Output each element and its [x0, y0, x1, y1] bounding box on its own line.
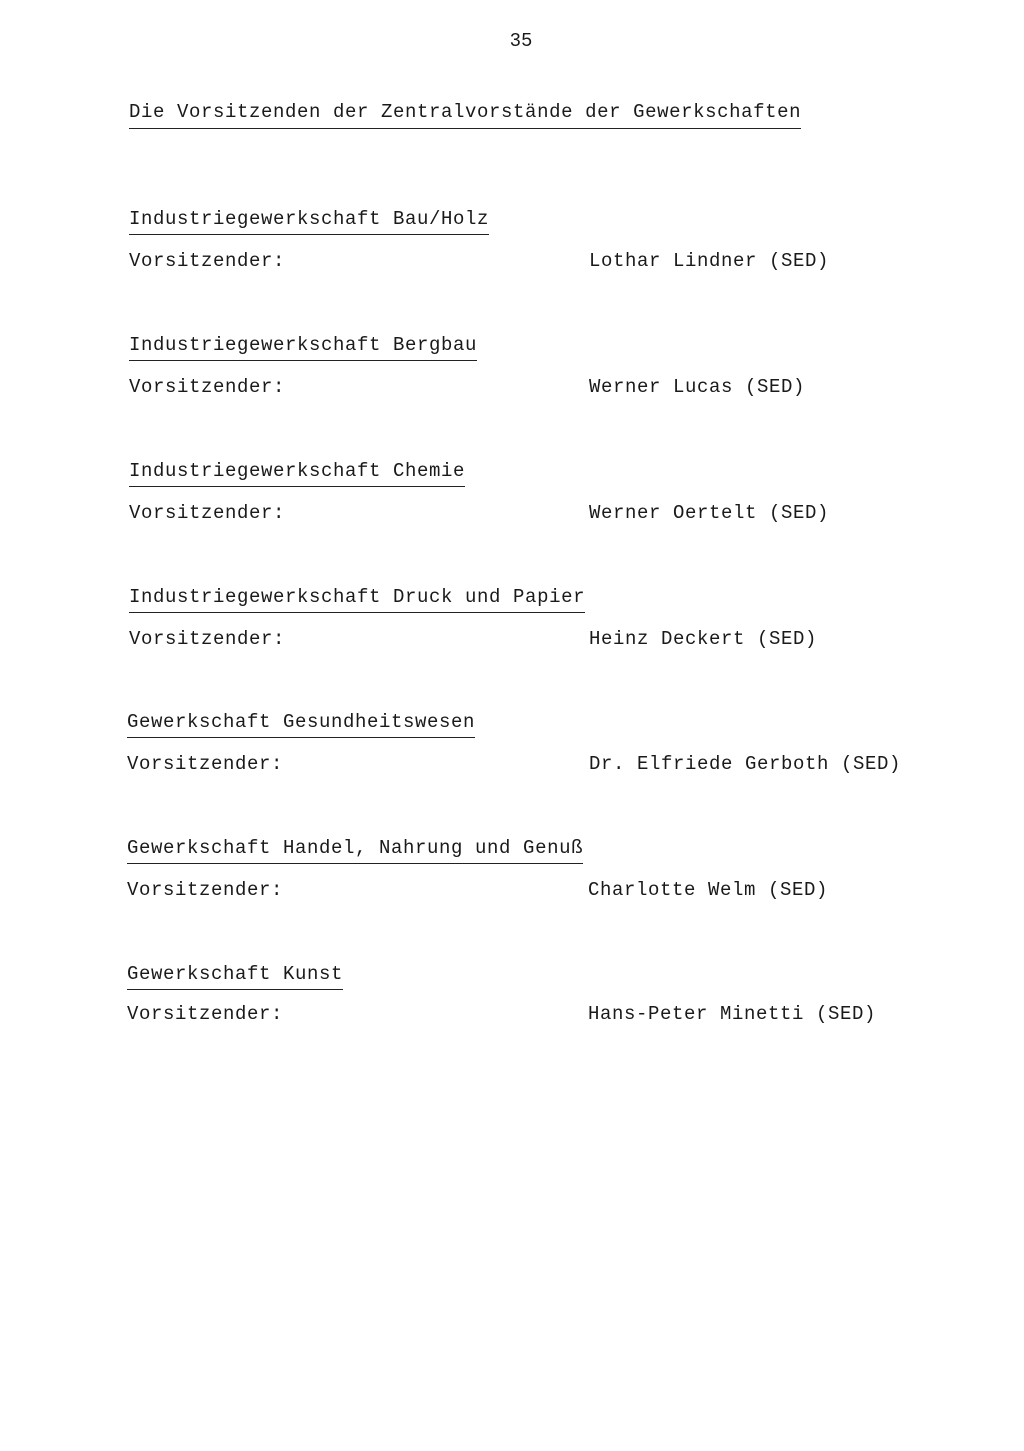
role-label: Vorsitzender:: [127, 753, 284, 775]
chairperson-name: Werner Oertelt (SED): [589, 502, 830, 524]
role-label: Vorsitzender:: [129, 628, 286, 650]
union-heading: Industriegewerkschaft Bau/Holz: [129, 208, 489, 235]
union-heading: Gewerkschaft Kunst: [127, 963, 343, 990]
union-section: [0, 837, 1024, 917]
union-heading: Industriegewerkschaft Chemie: [129, 460, 465, 487]
union-section: [0, 334, 1024, 414]
chairperson-name: Heinz Deckert (SED): [589, 628, 818, 650]
page-number: 35: [509, 30, 533, 52]
union-section: [0, 208, 1024, 288]
union-section: [0, 586, 1024, 666]
union-section: [0, 711, 1024, 791]
union-heading: Industriegewerkschaft Bergbau: [129, 334, 477, 361]
chairperson-name: Lothar Lindner (SED): [589, 250, 830, 272]
union-section: [0, 963, 1024, 1043]
chairperson-name: Charlotte Welm (SED): [588, 879, 829, 901]
chairperson-name: Dr. Elfriede Gerboth (SED): [589, 753, 902, 775]
chairperson-name: Hans-Peter Minetti (SED): [588, 1003, 877, 1025]
role-label: Vorsitzender:: [127, 1003, 284, 1025]
role-label: Vorsitzender:: [129, 250, 286, 272]
union-section: [0, 460, 1024, 540]
union-heading: Gewerkschaft Handel, Nahrung und Genuß: [127, 837, 583, 864]
chairperson-name: Werner Lucas (SED): [589, 376, 806, 398]
union-heading: Gewerkschaft Gesundheitswesen: [127, 711, 475, 738]
role-label: Vorsitzender:: [129, 502, 286, 524]
document-title: Die Vorsitzenden der Zentralvorstände der Gewerkschaften: [129, 101, 801, 129]
role-label: Vorsitzender:: [127, 879, 284, 901]
union-heading: Industriegewerkschaft Druck und Papier: [129, 586, 585, 613]
role-label: Vorsitzender:: [129, 376, 286, 398]
